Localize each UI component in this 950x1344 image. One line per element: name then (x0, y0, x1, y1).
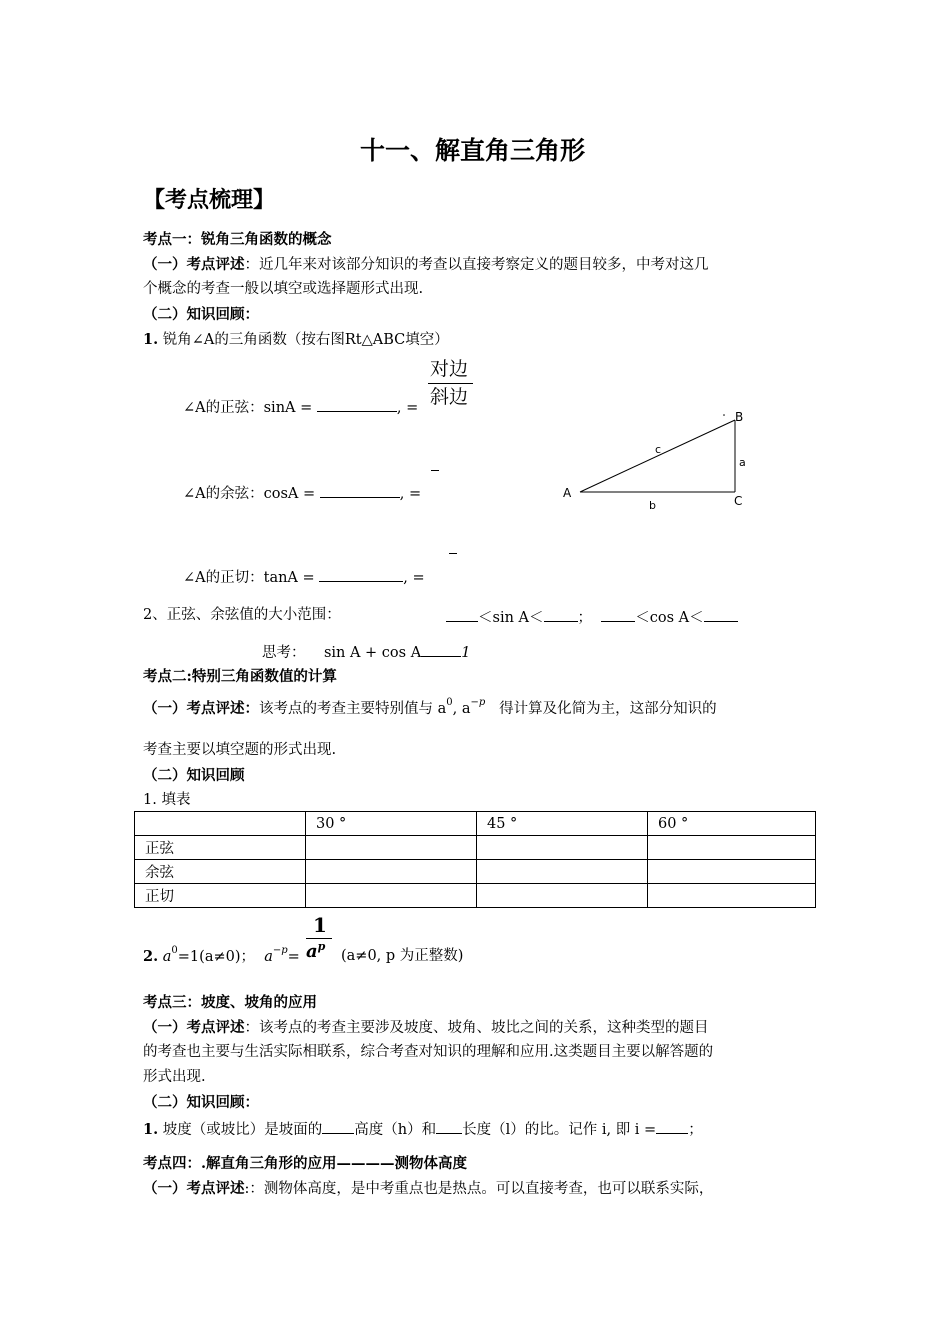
think-expr: sin A + cos A (323, 645, 422, 661)
k3-item1-b: 高度（h）和 (354, 1122, 437, 1138)
cos-fraction-bar (431, 470, 439, 471)
side-a-label: a (739, 456, 746, 469)
k2-review-text2: 得计算及化简为主，这部分知识的 (499, 701, 717, 717)
k1-item2-text: 2、正弦、余弦值的大小范围： (143, 607, 341, 623)
table-cell[interactable] (306, 884, 477, 908)
k4-review-line1 (143, 1180, 713, 1198)
tan-eq: , = (403, 570, 425, 586)
sin-row (183, 397, 418, 417)
think-one: 1 (461, 645, 471, 661)
k4-review-text: :：测物体高度，是中考重点也是热点。可以直接考查，也可以联系实际， (244, 1181, 714, 1197)
k2-review-line1 (143, 697, 717, 718)
k1-review-label: （一）考点评述 (143, 256, 245, 273)
k2-recall-label: （二）知识回顾 (143, 767, 245, 784)
cos-eq: , = (399, 486, 422, 502)
frac-one-numerator: 1 (313, 913, 327, 937)
tan-label: ∠A的正切：tanA = (183, 570, 315, 586)
cos-lower-blank[interactable] (601, 607, 635, 622)
k1-recall-label: （二）知识回顾： (143, 306, 259, 323)
k2-item2-note: (a≠0, p 为正整数) (341, 948, 464, 964)
k2-review-line2: 考查主要以填空题的形式出现. (143, 742, 337, 758)
k1-item2 (143, 607, 341, 624)
k3-heading: 考点三：坡度、坡角的应用 (143, 994, 317, 1011)
k1-review-text: ：近几年来对该部分知识的考查以直接考察定义的题目较多，中考对这几 (244, 257, 709, 273)
sin-fraction-denominator: 斜边 (430, 386, 469, 408)
table-row (135, 836, 816, 860)
k3-review-line2: 的考查也主要与生活实际相联系，综合考查对知识的理解和应用.这类题目主要以解答题的 (143, 1044, 714, 1060)
k3-item1-num: 1. (143, 1121, 159, 1138)
k2-fill-label: 1. 填表 (143, 792, 191, 808)
k4-heading: 考点四：.解直角三角形的应用————测物体高度 (143, 1155, 468, 1172)
section-title: 【考点梳理】 (143, 188, 276, 213)
sin-lower-blank[interactable] (446, 607, 478, 622)
k3-item1-d: ； (688, 1122, 703, 1138)
range-semicolon: ； (577, 610, 592, 626)
sin-label: ∠A的正弦：sinA = (183, 400, 313, 416)
cos-answer-blank[interactable] (320, 483, 400, 498)
k2-item2-eq: = (287, 949, 300, 965)
k2-review-text1: 该考点的考查主要特别值与 (259, 701, 433, 717)
sin-fraction-bar (428, 383, 473, 384)
hypotenuse-c (580, 420, 735, 492)
sin-answer-blank[interactable] (317, 397, 397, 412)
cos-label: ∠A的余弦：cosA = (183, 486, 316, 502)
cos-upper-blank[interactable] (704, 607, 738, 622)
a-zero-power: $a^0$, $a^{-p}$ (437, 697, 486, 717)
range-row (446, 607, 738, 627)
table-cell[interactable] (648, 884, 816, 908)
think-row (262, 642, 470, 662)
tan-fraction-bar (449, 553, 457, 554)
side-b-label: b (649, 499, 656, 512)
think-answer-blank[interactable] (421, 642, 461, 657)
k3-item1-c: 长度（l）的比。记作 i, 即 i = (462, 1122, 657, 1138)
table-cell[interactable] (477, 860, 648, 884)
k3-review-line3: 形式出现. (143, 1069, 206, 1085)
vertex-a-label: A (563, 486, 572, 500)
k3-review-line1 (143, 1019, 709, 1037)
k3-review-label: （一）考点评述 (143, 1019, 245, 1036)
k3-item1 (143, 1119, 703, 1139)
table-header-cell: 45 ° (477, 812, 648, 836)
k2-item2 (143, 945, 300, 966)
frac-one-bar (306, 938, 332, 939)
frac-a-p-denominator: $a^p$ (306, 940, 326, 962)
table-row (135, 884, 816, 908)
side-c-label: c (655, 443, 662, 456)
table-cell[interactable] (306, 836, 477, 860)
k3-item1-a: 坡度（或坡比）是坡面的 (162, 1122, 323, 1138)
table-row (135, 860, 816, 884)
table-cell[interactable] (648, 860, 816, 884)
k1-item1 (143, 331, 449, 349)
sin-fraction-numerator: 对边 (430, 358, 469, 380)
table-header-row (135, 812, 816, 836)
k1-review-line2: 个概念的考查一般以填空或选择题形式出现. (143, 281, 424, 297)
table-row-label: 正切 (135, 884, 306, 908)
k1-item1-num: 1. (143, 331, 159, 348)
table-row-label: 余弦 (135, 860, 306, 884)
table-header-cell: 30 ° (306, 812, 477, 836)
table-cell[interactable] (306, 860, 477, 884)
k4-review-label: （一）考点评述 (143, 1180, 245, 1197)
k2-item2-text1: =1(a≠0)； (177, 949, 255, 965)
trig-value-table (134, 811, 816, 908)
vertex-b-label: B (735, 410, 744, 424)
k1-review-line1 (143, 256, 709, 274)
k1-heading: 考点一：锐角三角函数的概念 (143, 231, 332, 248)
a-zero-symbol: $a^0$ (162, 945, 178, 965)
tan-answer-blank[interactable] (319, 567, 403, 582)
sin-eq: , = (396, 400, 419, 416)
table-cell[interactable] (477, 884, 648, 908)
slope-blank[interactable] (656, 1119, 688, 1134)
k1-item1-text: 锐角∠A的三角函数（按右图Rt△ABC填空） (162, 332, 449, 348)
right-triangle-diagram (560, 405, 760, 515)
k2-item2-num: 2. (143, 948, 159, 965)
table-header-cell (135, 812, 306, 836)
page-title: 十一、解直角三角形 (360, 136, 586, 165)
cos-row (183, 483, 421, 503)
height-blank[interactable] (322, 1119, 354, 1134)
sin-upper-blank[interactable] (544, 607, 578, 622)
k2-review-label: （一）考点评述： (143, 700, 259, 717)
range-cos: ＜cos A＜ (635, 610, 704, 626)
table-header-cell: 60 ° (648, 812, 816, 836)
a-neg-p-symbol: $a^{-p}$ (264, 945, 288, 965)
vertex-c-label: C (734, 494, 743, 508)
range-sin: ＜sin A＜ (478, 610, 544, 626)
table-row-label: 正弦 (135, 836, 306, 860)
think-label: 思考： (262, 645, 306, 661)
vertex-dot (723, 414, 725, 416)
k3-review-text: ：该考点的考查主要涉及坡度、坡角、坡比之间的关系，这种类型的题目 (244, 1020, 709, 1036)
table-cell[interactable] (477, 836, 648, 860)
table-cell[interactable] (648, 836, 816, 860)
k2-heading: 考点二:特别三角函数值的计算 (143, 668, 337, 685)
length-blank[interactable] (436, 1119, 462, 1134)
tan-row (183, 567, 425, 587)
k3-recall-label: （二）知识回顾： (143, 1094, 259, 1111)
